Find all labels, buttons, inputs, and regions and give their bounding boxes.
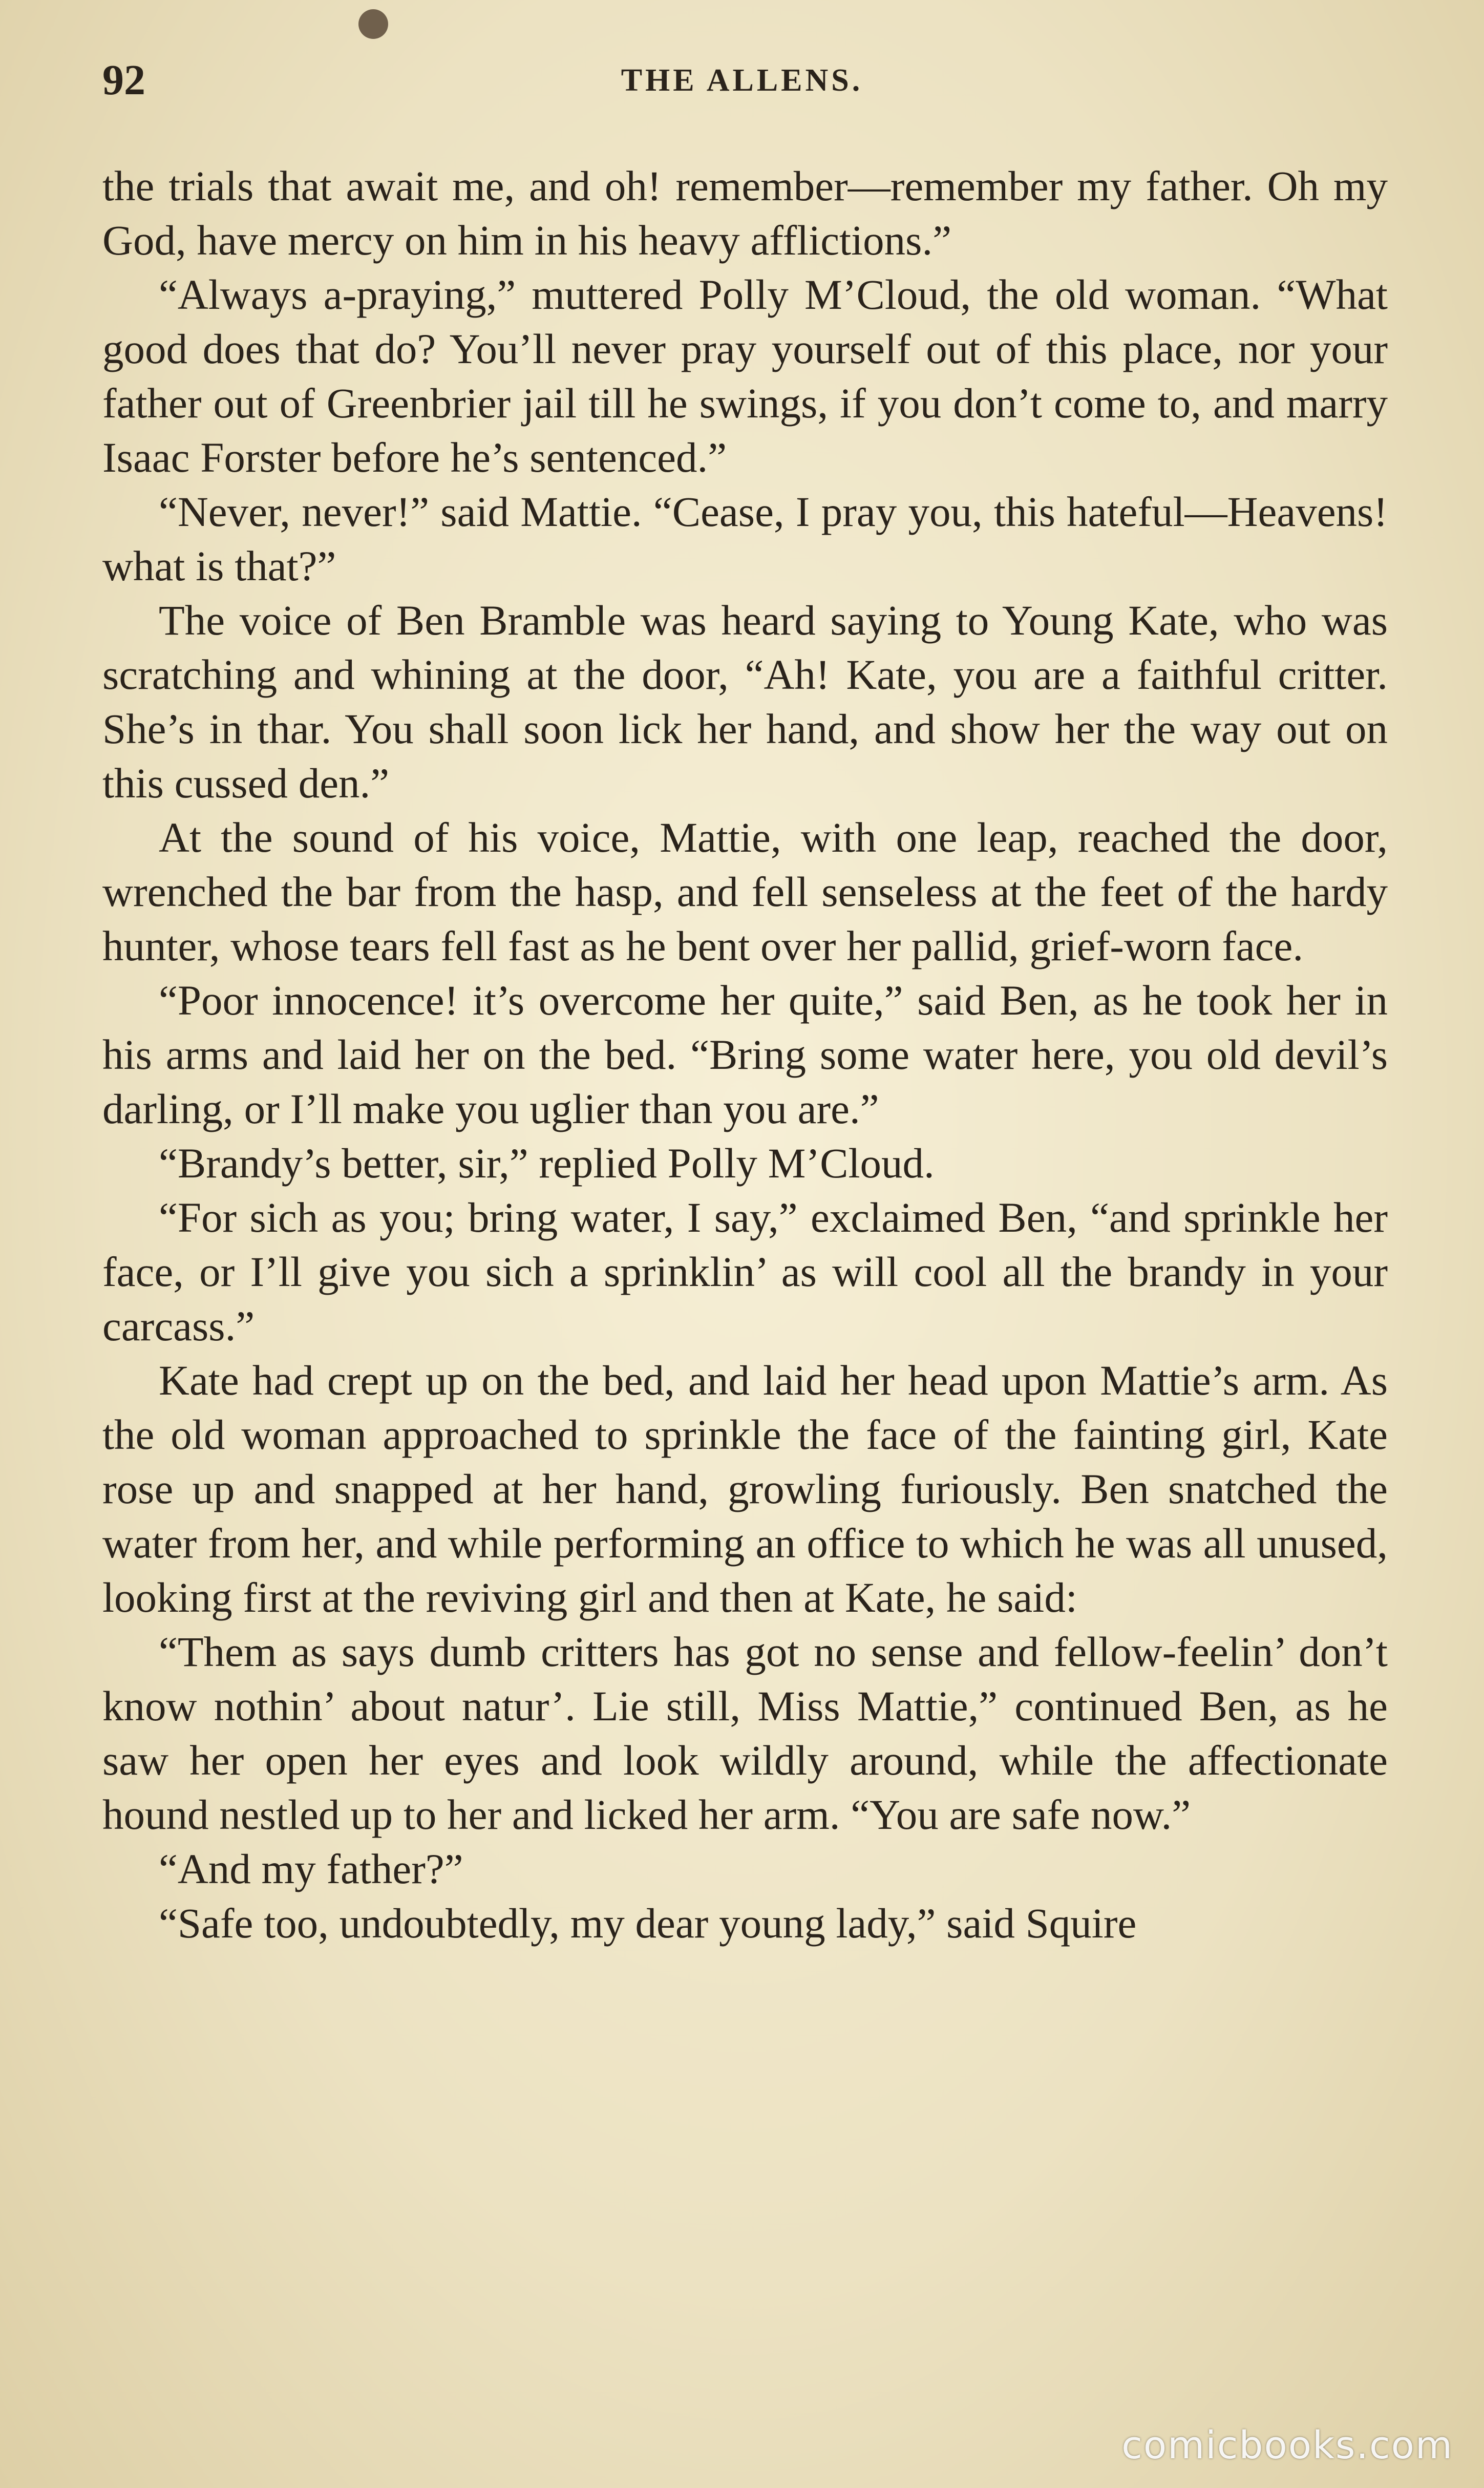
paragraph: the trials that await me, and oh! remember—remember my father. Oh my God, have mercy on him in his heavy afflictions.” bbox=[102, 162, 1388, 264]
paragraph: “Always a-praying,” muttered Polly M’Cloud, the old woman. “What good does that do? You’ll never pray yourself out of this place, nor your father out of Greenbrier jail till he swings, if you don’t come to, and marry Isaac Forster before he’s sentenced.” bbox=[102, 271, 1388, 481]
paragraph: “Safe too, undoubtedly, my dear young lady,” said Squire bbox=[159, 1900, 1137, 1947]
paragraph: At the sound of his voice, Mattie, with one leap, reached the door, wrenched the bar from the hasp, and fell senseless at the feet of the hardy hunter, whose tears fell fast as he bent over her pallid, grief-worn face. bbox=[102, 814, 1388, 969]
running-head: THE ALLENS. bbox=[621, 63, 863, 98]
paragraph: Kate had crept up on the bed, and laid her head upon Mattie’s arm. As the old woman approached to sprinkle the face of the fainting girl, Kate rose up and snapped at her hand, growling furiously. Ben snatched the water from her, and while performing an office to which he was all unused, looking first at the reviving girl and then at Kate, he said: bbox=[102, 1357, 1388, 1621]
site-watermark: comicbooks.com bbox=[1121, 2423, 1453, 2468]
body-text bbox=[102, 159, 1388, 1950]
page-header bbox=[102, 55, 1382, 112]
paragraph: “Brandy’s better, sir,” replied Polly M’Cloud. bbox=[159, 1140, 935, 1187]
paragraph: “For sich as you; bring water, I say,” exclaimed Ben, “and sprinkle her face, or I’ll give you sich a sprinklin’ as will cool all the brandy in your carcass.” bbox=[102, 1194, 1388, 1350]
page-number: 92 bbox=[102, 56, 145, 104]
paragraph: “Never, never!” said Mattie. “Cease, I pray you, this hateful—Heavens! what is that?” bbox=[102, 488, 1388, 589]
paragraph: “Them as says dumb critters has got no sense and fellow-feelin’ don’t know nothin’ about natur’. Lie still, Miss Mattie,” continued Ben, as he saw her open her eyes and look wildly around, while the affectionate hound nestled up to her and licked her arm. “You are safe now.” bbox=[102, 1628, 1388, 1838]
paragraph: The voice of Ben Bramble was heard saying to Young Kate, who was scratching and whining at the door, “Ah! Kate, you are a faithful critter. She’s in thar. You shall soon lick her hand, and show her the way out on this cussed den.” bbox=[102, 597, 1388, 807]
paragraph: “Poor innocence! it’s overcome her quite,” said Ben, as he took her in his arms and laid her on the bed. “Bring some water here, you old devil’s darling, or I’ll make you uglier than you are.” bbox=[102, 977, 1388, 1132]
ink-blot bbox=[358, 9, 388, 39]
paragraph: “And my father?” bbox=[159, 1845, 463, 1892]
